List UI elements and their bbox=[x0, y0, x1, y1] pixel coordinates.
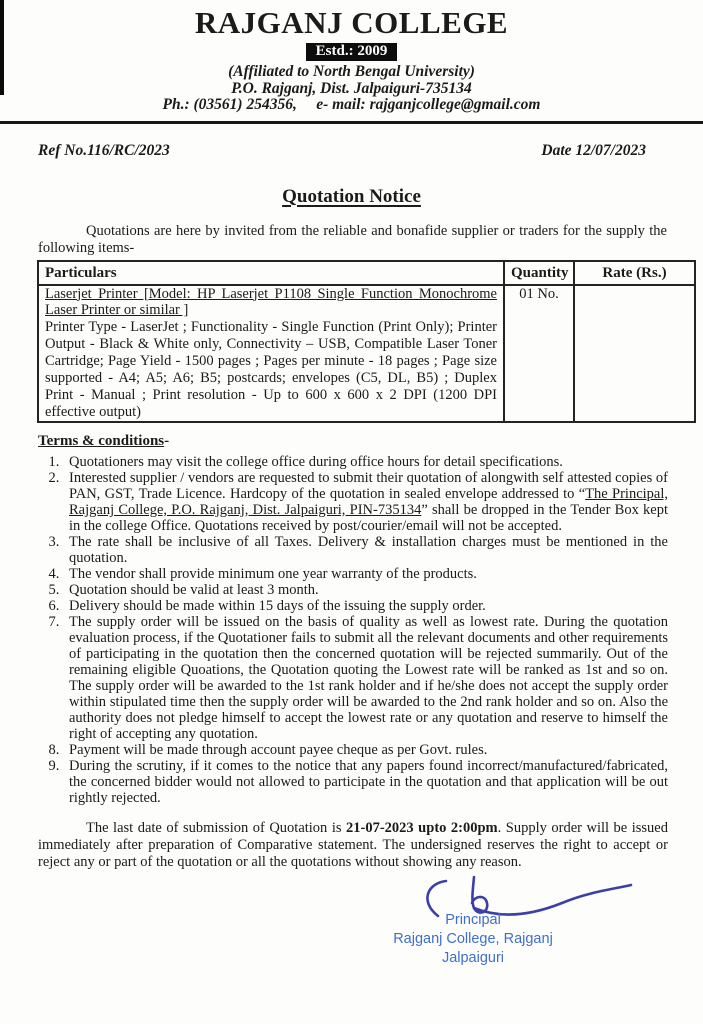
header-divider bbox=[0, 121, 703, 124]
stamp-line-district: Jalpaiguri bbox=[441, 950, 505, 966]
intro-paragraph: Quotations are here by invited from the reliable and bonafide supplier or traders for the supply the following items- bbox=[38, 222, 667, 256]
item-specs: Printer Type - LaserJet ; Functionality - Single Function (Print Only); Printer Output - Black & White only, Connectivity – USB, Compatible Laser Toner Cartridge; Page Yield - 1500 pages ; Pages per minute - 18 pages ; Page size supported - A4; A5; A6; B5; postcards; envelopes (C5, DL, B5) ; Duplex Print - Manual ; Print resolution - Up to 600 x 600 x 2 DPI (1200 DPI effective output) bbox=[45, 319, 497, 420]
contact-line: Ph.: (03561) 254356, e- mail: rajganjcollege@gmail.com bbox=[162, 96, 541, 113]
item-title: Laserjet Printer [Model: HP Laserjet P1108 Single Function Monochrome Laser Printer or similar ] bbox=[45, 285, 497, 319]
term-item-7: 7. The supply order will be issued on the basis of quality as well as lowest rate. During the quotation evaluation process, if the Quotationer fails to submit all the relevant documents and other requirements of participating in the quotation then the concerned quotation will be rejected summarily. Out of the remaining eligible Quoations, the Quotation quoting the Lowest rate will be ranked as 1st and so on. The supply order will be awarded to the 1st rank holder and if he/she does not accept the supply order within stipulated time then the supply order will be awarded to the 2nd rank holder and so on. Also the authority does not pledge himself to accept the lowest rate or any quotation and reserve to himself the right of accepting any quotation. bbox=[63, 614, 668, 742]
affiliation-line: (Affiliated to North Bengal University) bbox=[228, 63, 475, 80]
college-name: RAJGANJ COLLEGE bbox=[194, 5, 509, 40]
signature-block bbox=[0, 872, 703, 992]
ref-number: Ref No.116/RC/2023 bbox=[38, 141, 170, 159]
terms-heading: Terms & conditions- bbox=[38, 432, 170, 449]
term-item-3: 3. The rate shall be inclusive of all Taxes. Delivery & installation charges must be mentioned in the quotation. bbox=[63, 534, 668, 566]
closing-paragraph: The last date of submission of Quotation is 21-07-2023 upto 2:00pm. Supply order will be issued immediately after preparation of Comparative statement. The undersigned reserves the right to accept or reject any or part of the quotation or all the quotations without showing any reason. bbox=[38, 819, 668, 870]
estd-badge: Estd.: 2009 bbox=[306, 43, 398, 61]
scan-edge-artifact bbox=[0, 0, 4, 95]
addressee-underlined: The Principal, Rajganj College, P.O. Rajganj, Dist. Jalpaiguri, PIN-735134 bbox=[69, 485, 668, 518]
stamp-line-designation: Principal bbox=[445, 912, 501, 928]
particulars-cell bbox=[38, 285, 504, 422]
terms-list bbox=[38, 454, 668, 806]
col-header-quantity: Quantity bbox=[504, 261, 574, 285]
deadline: 21-07-2023 upto 2:00pm bbox=[346, 819, 498, 836]
term-item-9: 9. During the scrutiny, if it comes to the notice that any papers found incorrect/manufactured/fabricated, the concerned bidder would not allowed to participate in the quotation and that application will be out rightly rejected. bbox=[63, 758, 668, 806]
term-item-5: 5. Quotation should be valid at least 3 month. bbox=[63, 582, 668, 598]
notice-title: Quotation Notice bbox=[282, 185, 421, 207]
term-item-8: 8. Payment will be made through account payee cheque as per Govt. rules. bbox=[63, 742, 668, 758]
rate-cell bbox=[574, 285, 695, 422]
estd-badge-row bbox=[0, 42, 703, 61]
letterhead bbox=[0, 0, 703, 114]
col-header-particulars: Particulars bbox=[38, 261, 504, 285]
term-item-4: 4. The vendor shall provide minimum one year warranty of the products. bbox=[63, 566, 668, 582]
term-item-2: 2. Interested supplier / vendors are requested to submit their quotation of alongwith self attested copies of PAN, GST, Trade Licence. Hardcopy of the quotation in sealed envelope addressed to “The Principal, Rajganj College, P.O. Rajganj, Dist. Jalpaiguri, PIN-735134” shall be dropped in the Tender Box kept in the college Office. Quotations received by post/courier/email will not be accepted. bbox=[63, 470, 668, 534]
term-item-1: 1. Quotationers may visit the college office during office hours for detail specifications. bbox=[63, 454, 668, 470]
office-stamp bbox=[348, 911, 598, 968]
ref-date-row bbox=[0, 132, 703, 160]
table-header-row bbox=[38, 261, 695, 285]
col-header-rate: Rate (Rs.) bbox=[574, 261, 695, 285]
quantity-cell: 01 No. bbox=[504, 285, 574, 422]
stamp-line-college: Rajganj College, Rajganj bbox=[393, 931, 553, 947]
table-row bbox=[38, 285, 695, 422]
date: Date 12/07/2023 bbox=[541, 141, 646, 159]
term-item-6: 6. Delivery should be made within 15 days of the issuing the supply order. bbox=[63, 598, 668, 614]
address-line: P.O. Rajganj, Dist. Jalpaiguri-735134 bbox=[231, 79, 472, 97]
quotation-table bbox=[37, 260, 696, 423]
